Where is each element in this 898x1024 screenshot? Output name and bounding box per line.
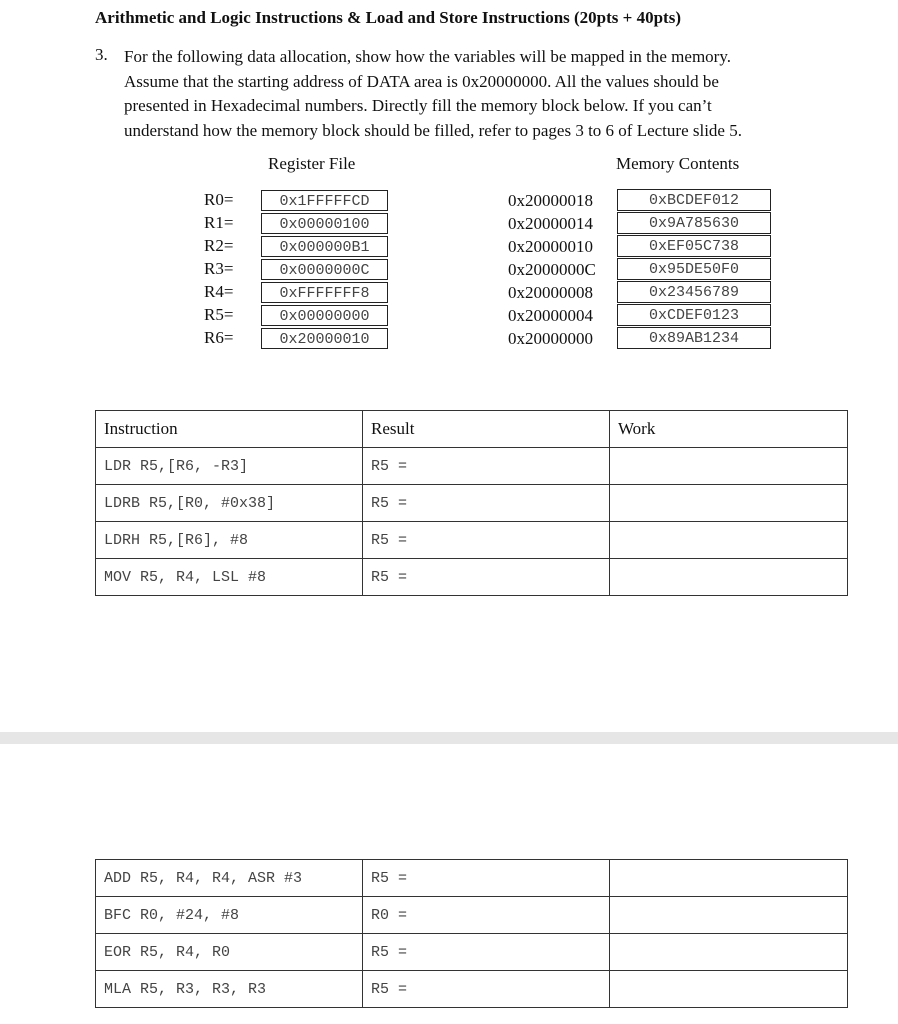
register-file-heading: Register File <box>268 154 356 173</box>
table-row <box>96 485 848 522</box>
memory-address: 0x20000010 <box>508 237 593 256</box>
instruction-cell: BFC R0, #24, #8 <box>96 897 363 934</box>
memory-address: 0x2000000C <box>508 260 596 279</box>
result-cell[interactable]: R5 = <box>363 448 610 485</box>
memory-contents-heading: Memory Contents <box>616 154 740 173</box>
question-line: Assume that the starting address of DATA area is 0x20000000. All the values should be <box>124 71 719 91</box>
work-cell[interactable] <box>610 971 848 1008</box>
memory-address: 0x20000004 <box>508 306 593 325</box>
table-header-row <box>96 411 848 448</box>
register-value: 0xFFFFFFF8 <box>261 282 388 303</box>
work-cell[interactable] <box>610 897 848 934</box>
page-title: Arithmetic and Logic Instructions & Load and Store Instructions (20pts + 40pts) <box>95 8 681 27</box>
memory-address: 0x20000018 <box>508 191 593 210</box>
instruction-table-1 <box>95 410 848 596</box>
register-label: R1= <box>204 213 234 232</box>
result-cell[interactable]: R5 = <box>363 522 610 559</box>
table-row <box>96 522 848 559</box>
work-cell[interactable] <box>610 522 848 559</box>
result-cell[interactable]: R0 = <box>363 897 610 934</box>
instruction-cell: MOV R5, R4, LSL #8 <box>96 559 363 596</box>
instruction-cell: LDRH R5,[R6], #8 <box>96 522 363 559</box>
memory-address: 0x20000008 <box>508 283 593 302</box>
work-cell[interactable] <box>610 559 848 596</box>
question-line: presented in Hexadecimal numbers. Directly fill the memory block below. If you can’t <box>124 96 712 115</box>
result-cell[interactable]: R5 = <box>363 559 610 596</box>
result-cell[interactable]: R5 = <box>363 860 610 897</box>
work-cell[interactable] <box>610 860 848 897</box>
memory-cell[interactable]: 0xEF05C738 <box>617 235 771 257</box>
table-row <box>96 934 848 971</box>
memory-cell[interactable]: 0x95DE50F0 <box>617 258 771 280</box>
instruction-cell: LDRB R5,[R0, #0x38] <box>96 485 363 522</box>
table-row <box>96 448 848 485</box>
memory-address: 0x20000000 <box>508 329 593 348</box>
work-cell[interactable] <box>610 448 848 485</box>
result-cell[interactable]: R5 = <box>363 485 610 522</box>
memory-cell[interactable]: 0xBCDEF012 <box>617 189 771 211</box>
result-cell[interactable]: R5 = <box>363 934 610 971</box>
memory-address: 0x20000014 <box>508 214 593 233</box>
instruction-cell: LDR R5,[R6, -R3] <box>96 448 363 485</box>
question-text <box>124 45 742 143</box>
table-row <box>96 971 848 1008</box>
register-value: 0x20000010 <box>261 328 388 349</box>
memory-cell[interactable]: 0x89AB1234 <box>617 327 771 349</box>
register-label: R4= <box>204 282 234 301</box>
header-instruction: Instruction <box>96 411 363 448</box>
register-label: R3= <box>204 259 234 278</box>
instruction-cell: ADD R5, R4, R4, ASR #3 <box>96 860 363 897</box>
work-cell[interactable] <box>610 934 848 971</box>
register-value: 0x00000100 <box>261 213 388 234</box>
page-divider <box>0 732 898 744</box>
register-value: 0x0000000C <box>261 259 388 280</box>
result-cell[interactable]: R5 = <box>363 971 610 1008</box>
header-work: Work <box>610 411 848 448</box>
register-label: R5= <box>204 305 234 324</box>
register-label: R6= <box>204 328 234 347</box>
memory-cell[interactable]: 0xCDEF0123 <box>617 304 771 326</box>
header-result: Result <box>363 411 610 448</box>
memory-cell[interactable]: 0x9A785630 <box>617 212 771 234</box>
question-line: understand how the memory block should be filled, refer to pages 3 to 6 of Lecture slide 5. <box>124 120 742 140</box>
question-line: For the following data allocation, show how the variables will be mapped in the memory. <box>124 47 731 66</box>
register-value: 0x1FFFFFCD <box>261 190 388 211</box>
question-number: 3. <box>95 45 108 64</box>
register-label: R0= <box>204 190 234 209</box>
instruction-cell: MLA R5, R3, R3, R3 <box>96 971 363 1008</box>
table-row <box>96 897 848 934</box>
work-cell[interactable] <box>610 485 848 522</box>
instruction-table-2 <box>95 859 848 1008</box>
table-row <box>96 559 848 596</box>
memory-cell[interactable]: 0x23456789 <box>617 281 771 303</box>
instruction-cell: EOR R5, R4, R0 <box>96 934 363 971</box>
register-value: 0x000000B1 <box>261 236 388 257</box>
register-value: 0x00000000 <box>261 305 388 326</box>
register-label: R2= <box>204 236 234 255</box>
table-row <box>96 860 848 897</box>
